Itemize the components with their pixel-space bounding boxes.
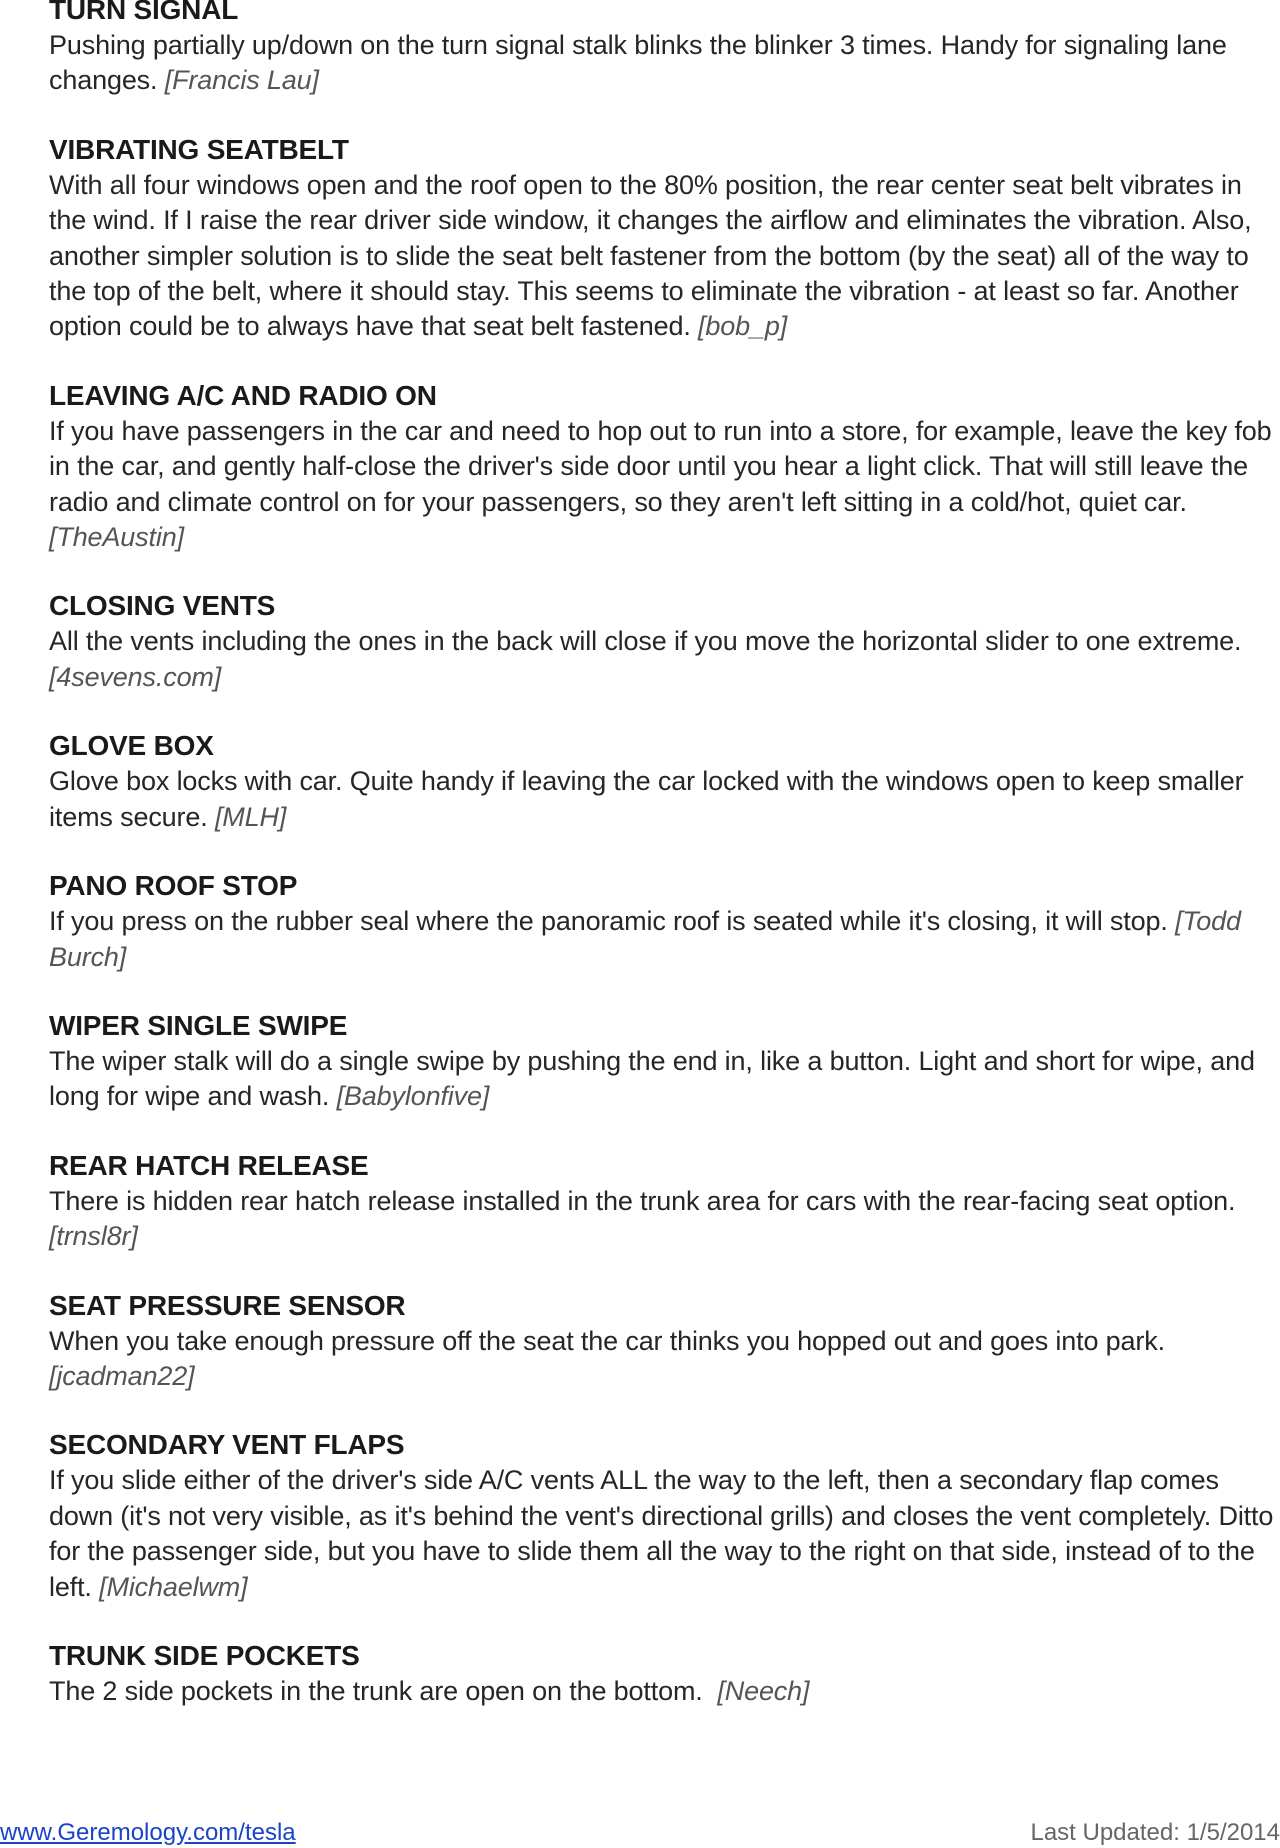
- tip-leaving-ac-radio-on: [49, 378, 1277, 556]
- tip-title: SECONDARY VENT FLAPS: [49, 1429, 405, 1461]
- tip-author: [Neech]: [717, 1675, 810, 1706]
- site-link[interactable]: www.Geremology.com/tesla: [0, 1819, 296, 1846]
- tip-author: [MLH]: [214, 801, 287, 832]
- tip-title: LEAVING A/C AND RADIO ON: [49, 379, 437, 411]
- tip-author: [TheAustin]: [49, 522, 184, 553]
- tip-text: If you press on the rubber seal where the panoramic roof is seated while it's closing, it will stop.: [49, 906, 1176, 937]
- tip-author: [Francis Lau]: [164, 65, 319, 96]
- tip-vibrating-seatbelt: [49, 132, 1277, 345]
- tip-title: SEAT PRESSURE SENSOR: [49, 1289, 406, 1321]
- tip-text: All the vents including the ones in the back will close if you move the horizontal slider to one extreme.: [49, 626, 1242, 657]
- tip-body: [49, 168, 1277, 345]
- tip-title: CLOSING VENTS: [49, 590, 276, 622]
- tip-text: When you take enough pressure off the seat the car thinks you hopped out and goes into park.: [49, 1325, 1165, 1356]
- tip-title: VIBRATING SEATBELT: [49, 133, 349, 165]
- tip-body: [49, 904, 1277, 975]
- tip-body: [49, 414, 1277, 556]
- tip-trunk-side-pockets: [49, 1638, 1277, 1709]
- tip-turn-signal: [49, 0, 1277, 99]
- tips-list: [49, 0, 1277, 1742]
- tip-title: TRUNK SIDE POCKETS: [49, 1639, 360, 1671]
- tip-author: [Michaelwm]: [99, 1571, 248, 1602]
- last-updated-text: Last Updated: 1/5/2014: [1030, 1819, 1280, 1846]
- tip-body: [49, 1044, 1277, 1115]
- tip-text: The wiper stalk will do a single swipe by pushing the end in, like a button. Light and short for wipe, and long for wipe and wash.: [49, 1045, 1255, 1112]
- tip-title: TURN SIGNAL: [49, 0, 239, 25]
- tip-body: [49, 764, 1277, 835]
- tip-title: PANO ROOF STOP: [49, 870, 298, 902]
- tip-author: [Todd Burch]: [49, 906, 1241, 972]
- tip-author: [Babylonfive]: [336, 1081, 490, 1112]
- tip-glove-box: [49, 728, 1277, 835]
- tip-body: [49, 1463, 1277, 1605]
- tip-title: WIPER SINGLE SWIPE: [49, 1009, 348, 1041]
- tip-author: [jcadman22]: [49, 1360, 195, 1391]
- tip-title: GLOVE BOX: [49, 730, 214, 762]
- tip-seat-pressure-sensor: [49, 1288, 1277, 1395]
- tip-text: If you have passengers in the car and need to hop out to run into a store, for example, leave the key fob in the car, and gently half-close the driver's side door until you hear a light click. That will still leave the radio and climate control on for your passengers, so they aren't left sitting in a cold/hot, quiet car.: [49, 415, 1272, 517]
- tip-body: [49, 624, 1277, 695]
- tip-closing-vents: [49, 588, 1277, 695]
- tip-text: There is hidden rear hatch release installed in the trunk area for cars with the rear-facing seat option.: [49, 1185, 1236, 1216]
- tip-author: [trnsl8r]: [49, 1221, 138, 1252]
- tip-text: With all four windows open and the roof open to the 80% position, the rear center seat belt vibrates in the wind. If I raise the rear driver side window, it changes the airflow and eliminates the vibration. Also, another simpler solution is to slide the seat belt fastener from the bottom (by the seat) all of the way to the top of the belt, where it should stay. This seems to eliminate the vibration - at least so far. Another option could be to always have that seat belt fastened.: [49, 169, 1252, 342]
- tip-wiper-single-swipe: [49, 1008, 1277, 1115]
- tip-author: [bob_p]: [698, 311, 788, 342]
- tip-body: [49, 1324, 1277, 1395]
- tip-rear-hatch-release: [49, 1148, 1277, 1255]
- tip-body: [49, 1674, 1277, 1709]
- tip-body: [49, 28, 1277, 99]
- tip-text: Glove box locks with car. Quite handy if leaving the car locked with the windows open to keep smaller items secure.: [49, 766, 1244, 832]
- page-footer: [0, 1818, 1280, 1848]
- tip-text: Pushing partially up/down on the turn signal stalk blinks the blinker 3 times. Handy for signaling lane changes.: [49, 30, 1227, 96]
- tip-text: The 2 side pockets in the trunk are open on the bottom.: [49, 1675, 718, 1706]
- tip-title: REAR HATCH RELEASE: [49, 1149, 369, 1181]
- tip-text: If you slide either of the driver's side A/C vents ALL the way to the left, then a secondary flap comes down (it's not very visible, as it's behind the vent's directional grills) and closes the vent completely. Ditto for the passenger side, but you have to slide them all the way to the right on that side, instead of to the left.: [49, 1465, 1274, 1602]
- tip-author: [4sevens.com]: [49, 661, 222, 692]
- tip-pano-roof-stop: [49, 868, 1277, 975]
- tip-body: [49, 1184, 1277, 1255]
- tip-secondary-vent-flaps: [49, 1427, 1277, 1605]
